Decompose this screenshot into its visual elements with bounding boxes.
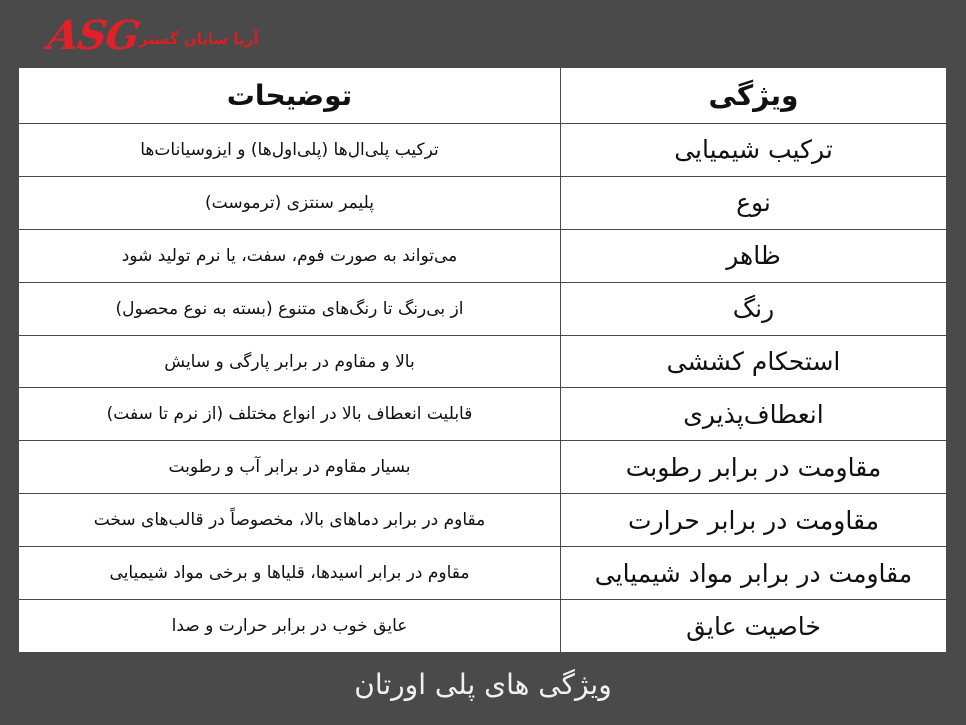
description-cell: بالا و مقاوم در برابر پارگی و سایش — [19, 335, 561, 388]
brand-logo — [44, 10, 266, 60]
description-cell: عایق خوب در برابر حرارت و صدا — [19, 600, 561, 653]
table-row — [19, 124, 947, 177]
logo-text: آریا سایان گستر — [139, 30, 259, 48]
table-row — [19, 547, 947, 600]
feature-cell: خاصیت عایق — [561, 600, 947, 653]
table-row — [19, 388, 947, 441]
description-cell: مقاوم در برابر اسیدها، قلیاها و برخی مواد شیمیایی — [19, 547, 561, 600]
feature-cell: مقاومت در برابر رطوبت — [561, 441, 947, 494]
feature-cell: ظاهر — [561, 229, 947, 282]
header-description: توضیحات — [19, 68, 561, 124]
figure-caption: ویژگی های پلی اورتان — [354, 668, 612, 701]
properties-table — [18, 67, 947, 653]
description-cell: ترکیب پلی‌ال‌ها (پلی‌اول‌ها) و ایزوسیانات‌ها — [19, 124, 561, 177]
feature-cell: مقاومت در برابر حرارت — [561, 494, 947, 547]
table-row — [19, 176, 947, 229]
table-header-row — [19, 68, 947, 124]
logo-mark: ASG — [44, 11, 143, 59]
description-cell: می‌تواند به صورت فوم، سفت، یا نرم تولید شود — [19, 229, 561, 282]
properties-table-container — [18, 67, 946, 653]
feature-cell: مقاومت در برابر مواد شیمیایی — [561, 547, 947, 600]
header-feature: ویژگی — [561, 68, 947, 124]
description-cell: از بی‌رنگ تا رنگ‌های متنوع (بسته به نوع محصول) — [19, 282, 561, 335]
table-row — [19, 600, 947, 653]
feature-cell: انعطاف‌پذیری — [561, 388, 947, 441]
table-row — [19, 494, 947, 547]
description-cell: پلیمر سنتزی (ترموست) — [19, 176, 561, 229]
feature-cell: رنگ — [561, 282, 947, 335]
description-cell: بسیار مقاوم در برابر آب و رطوبت — [19, 441, 561, 494]
feature-cell: نوع — [561, 176, 947, 229]
table-row — [19, 282, 947, 335]
feature-cell: ترکیب شیمیایی — [561, 124, 947, 177]
description-cell: قابلیت انعطاف بالا در انواع مختلف (از نرم تا سفت) — [19, 388, 561, 441]
feature-cell: استحکام کششی — [561, 335, 947, 388]
table-row — [19, 335, 947, 388]
table-row — [19, 441, 947, 494]
description-cell: مقاوم در برابر دماهای بالا، مخصوصاً در قالب‌های سخت — [19, 494, 561, 547]
table-row — [19, 229, 947, 282]
